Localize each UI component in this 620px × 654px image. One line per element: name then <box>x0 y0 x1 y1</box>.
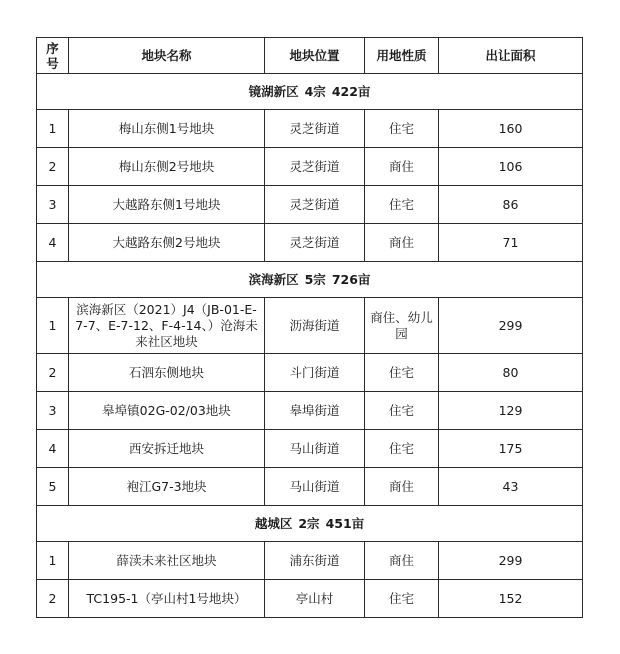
section-district: 越城区 <box>254 515 293 531</box>
cell-location: 灵芝街道 <box>265 186 365 224</box>
section-count: 5宗 <box>304 271 326 287</box>
cell-location: 灵芝街道 <box>265 224 365 262</box>
cell-use: 商住 <box>365 148 439 186</box>
table-row <box>37 110 583 148</box>
cell-use: 商住 <box>365 542 439 580</box>
cell-location: 马山街道 <box>265 430 365 468</box>
cell-name: 皋埠镇02G-02/03地块 <box>69 392 265 430</box>
cell-name: 大越路东侧2号地块 <box>69 224 265 262</box>
cell-location: 亭山村 <box>265 580 365 618</box>
section-title <box>37 262 583 298</box>
cell-use: 住宅 <box>365 110 439 148</box>
cell-no: 1 <box>37 110 69 148</box>
cell-area: 299 <box>439 298 583 354</box>
cell-location: 斗门街道 <box>265 354 365 392</box>
cell-no: 5 <box>37 468 69 506</box>
cell-name: 袍江G7-3地块 <box>69 468 265 506</box>
cell-area: 80 <box>439 354 583 392</box>
section-title <box>37 74 583 110</box>
section-row <box>37 74 583 110</box>
cell-area: 86 <box>439 186 583 224</box>
cell-area: 129 <box>439 392 583 430</box>
table-row <box>37 186 583 224</box>
section-total: 422亩 <box>331 83 371 99</box>
cell-no: 2 <box>37 148 69 186</box>
cell-name: 梅山东侧1号地块 <box>69 110 265 148</box>
table-row <box>37 392 583 430</box>
table-row <box>37 580 583 618</box>
cell-area: 43 <box>439 468 583 506</box>
header-location: 地块位置 <box>265 38 365 74</box>
cell-no: 1 <box>37 298 69 354</box>
cell-name: 滨海新区（2021）J4（JB-01-E-7-7、E-7-12、F-4-14、）沧海未来社区地块 <box>69 298 265 354</box>
land-parcel-table <box>36 37 583 618</box>
table-row <box>37 468 583 506</box>
cell-name: 西安拆迁地块 <box>69 430 265 468</box>
cell-use: 商住 <box>365 224 439 262</box>
section-count: 4宗 <box>304 83 326 99</box>
section-total: 451亩 <box>325 515 365 531</box>
cell-area: 299 <box>439 542 583 580</box>
section-row <box>37 262 583 298</box>
cell-use: 住宅 <box>365 430 439 468</box>
cell-location: 马山街道 <box>265 468 365 506</box>
section-title <box>37 506 583 542</box>
cell-name: 石泗东侧地块 <box>69 354 265 392</box>
cell-name: 大越路东侧1号地块 <box>69 186 265 224</box>
cell-no: 4 <box>37 430 69 468</box>
header-no: 序号 <box>37 38 69 74</box>
cell-no: 2 <box>37 354 69 392</box>
header-name: 地块名称 <box>69 38 265 74</box>
cell-no: 1 <box>37 542 69 580</box>
cell-no: 4 <box>37 224 69 262</box>
section-total: 726亩 <box>331 271 371 287</box>
cell-area: 160 <box>439 110 583 148</box>
cell-no: 2 <box>37 580 69 618</box>
cell-no: 3 <box>37 392 69 430</box>
cell-location: 沥海街道 <box>265 298 365 354</box>
table-row <box>37 354 583 392</box>
cell-use: 住宅 <box>365 186 439 224</box>
header-area: 出让面积 <box>439 38 583 74</box>
section-row <box>37 506 583 542</box>
cell-use: 商住、幼儿园 <box>365 298 439 354</box>
table-body <box>37 74 583 618</box>
cell-use: 商住 <box>365 468 439 506</box>
cell-use: 住宅 <box>365 580 439 618</box>
cell-location: 浦东街道 <box>265 542 365 580</box>
header-use: 用地性质 <box>365 38 439 74</box>
cell-location: 灵芝街道 <box>265 110 365 148</box>
table-row <box>37 148 583 186</box>
section-district: 镜湖新区 <box>248 83 299 99</box>
section-count: 2宗 <box>298 515 320 531</box>
cell-name: 薛渎未来社区地块 <box>69 542 265 580</box>
cell-area: 175 <box>439 430 583 468</box>
table-row <box>37 430 583 468</box>
cell-name: TC195-1（亭山村1号地块） <box>69 580 265 618</box>
table-row <box>37 298 583 354</box>
table-row <box>37 542 583 580</box>
cell-location: 皋埠街道 <box>265 392 365 430</box>
cell-location: 灵芝街道 <box>265 148 365 186</box>
section-district: 滨海新区 <box>248 271 299 287</box>
cell-area: 71 <box>439 224 583 262</box>
cell-area: 152 <box>439 580 583 618</box>
table-row <box>37 224 583 262</box>
cell-name: 梅山东侧2号地块 <box>69 148 265 186</box>
cell-use: 住宅 <box>365 354 439 392</box>
cell-use: 住宅 <box>365 392 439 430</box>
header-row <box>37 38 583 74</box>
cell-no: 3 <box>37 186 69 224</box>
cell-area: 106 <box>439 148 583 186</box>
